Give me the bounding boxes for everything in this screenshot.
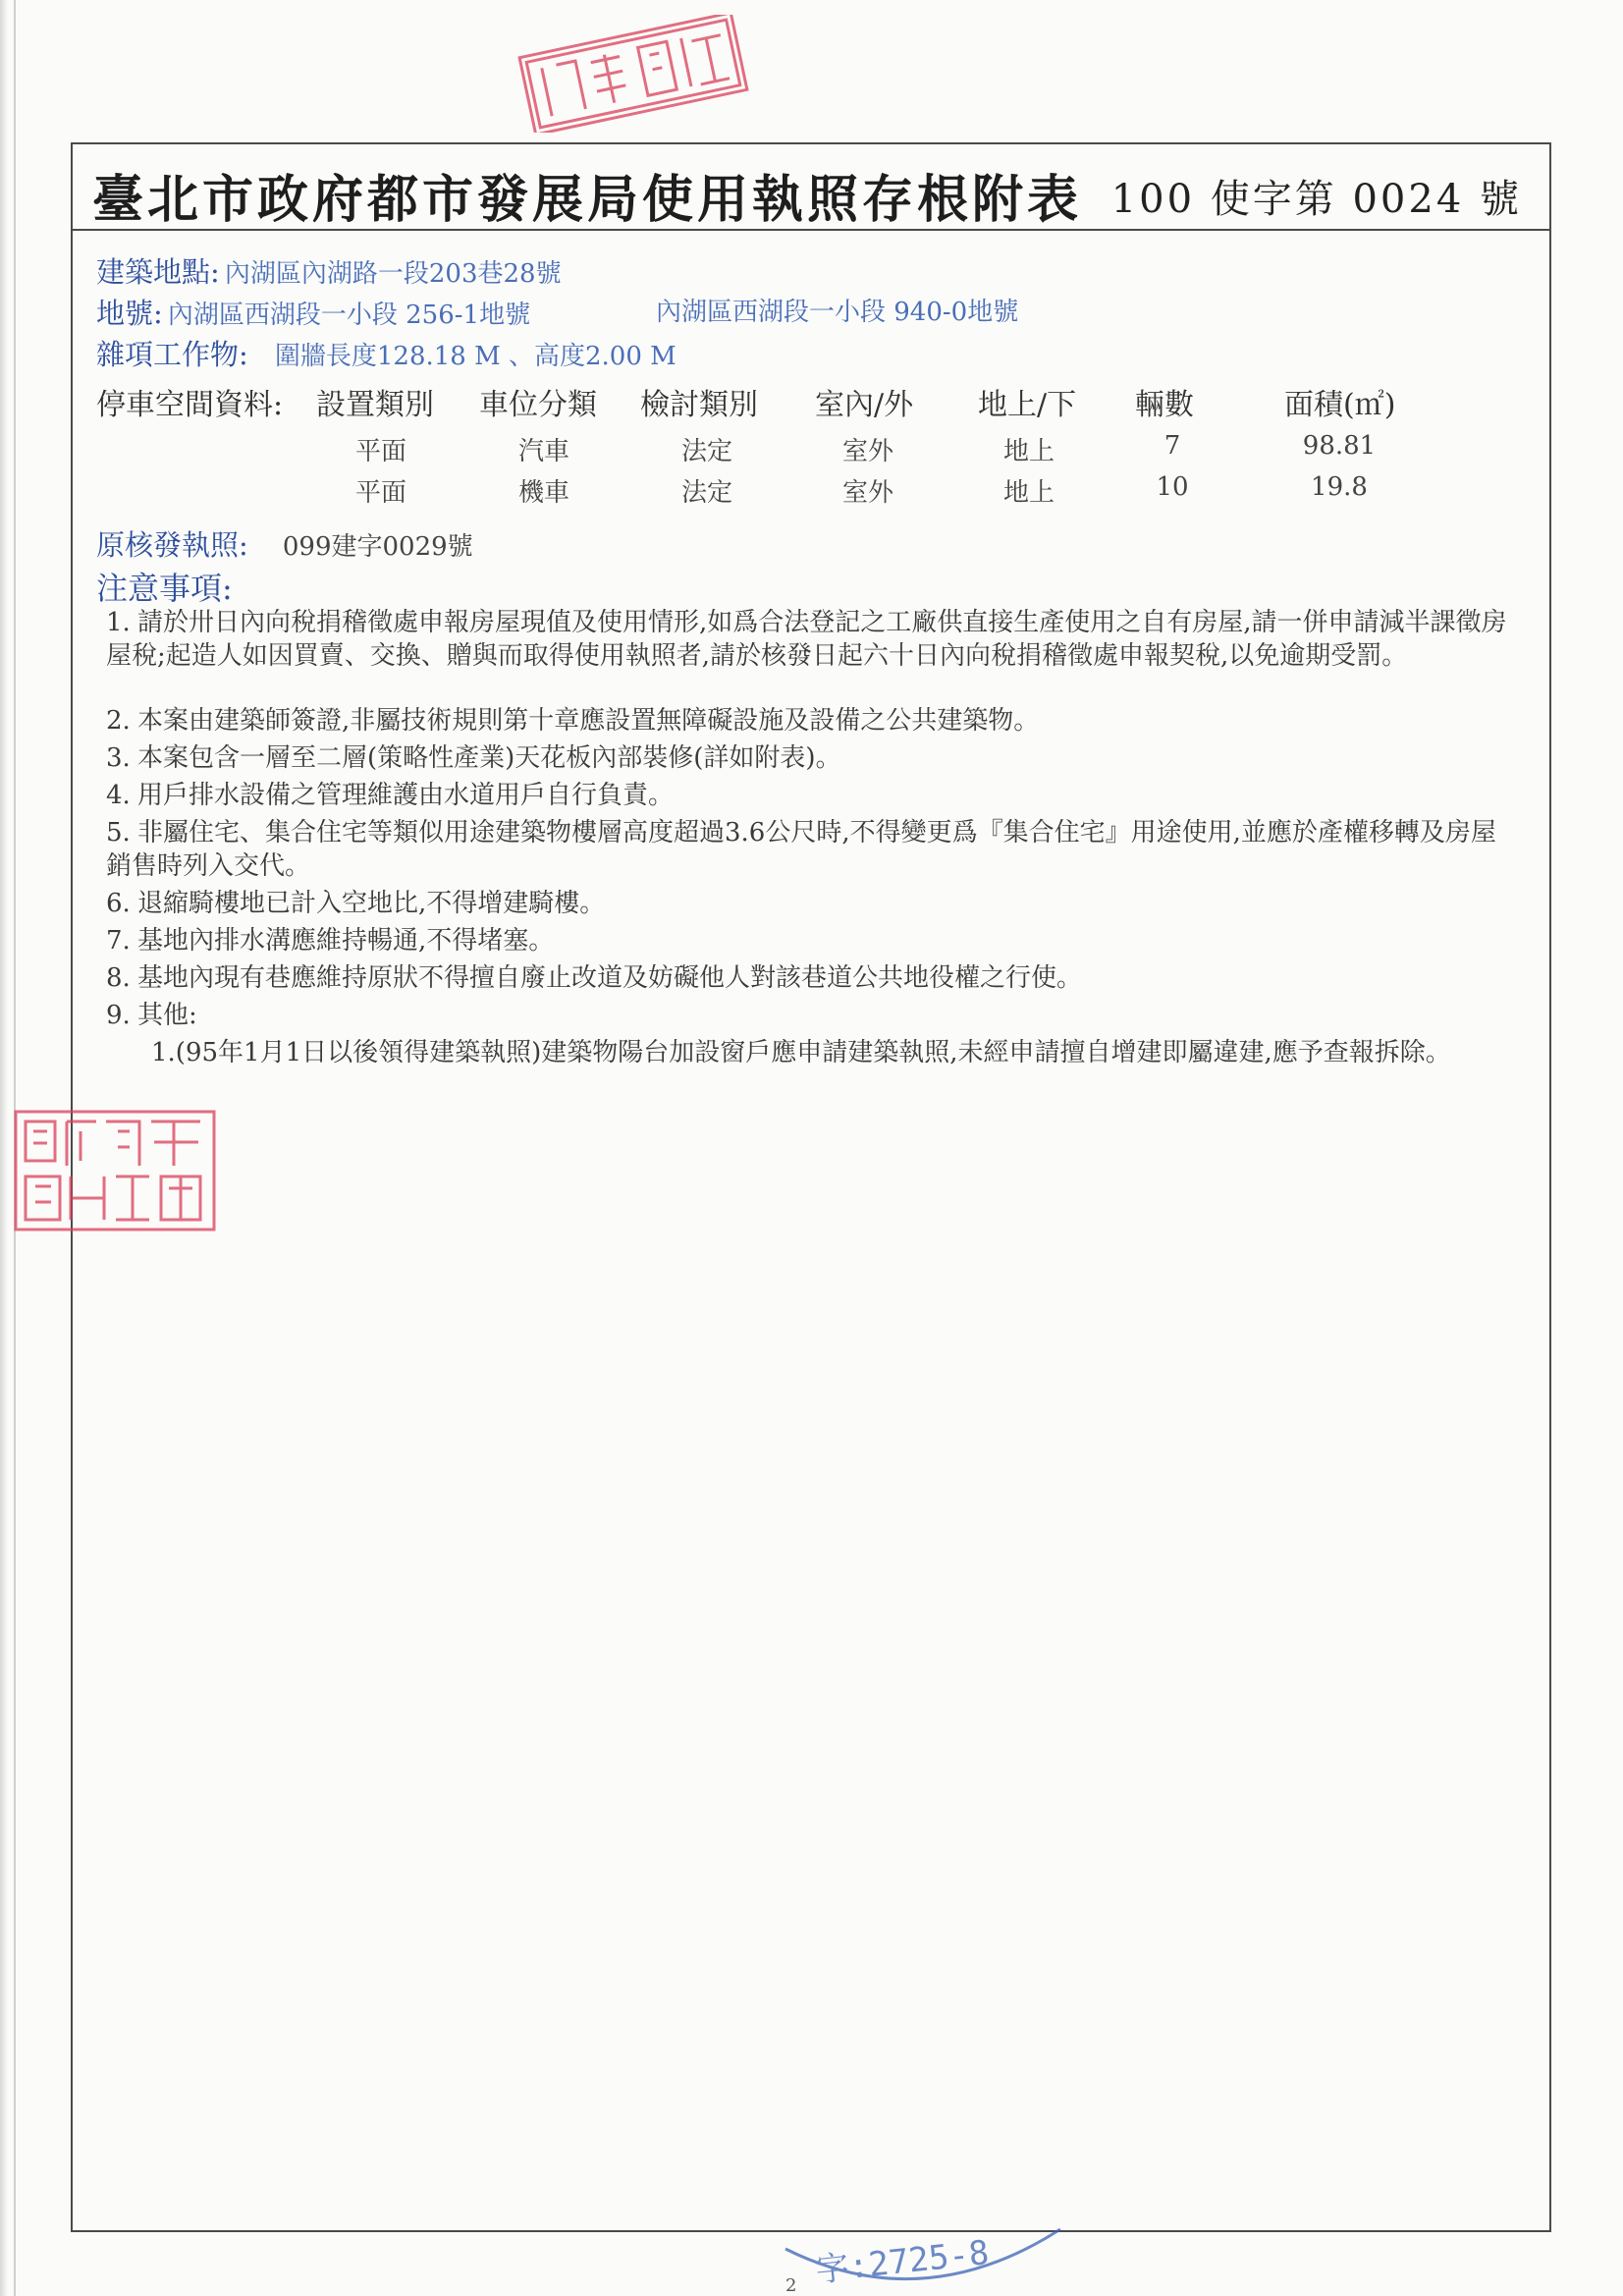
lot-row bbox=[96, 292, 1019, 332]
note-number: 1. bbox=[106, 608, 131, 637]
note-number: 2. bbox=[106, 706, 131, 736]
lot-value-2: 內湖區西湖段一小段 940-0地號 bbox=[656, 298, 1019, 327]
note-number: 7. bbox=[106, 926, 131, 956]
parking-cell: 19.8 bbox=[1311, 472, 1368, 502]
misc-label: 雜項工作物: bbox=[96, 338, 248, 371]
bottom-number-stamp bbox=[776, 2210, 1070, 2296]
parking-header-indoor: 室內/外 bbox=[815, 388, 914, 422]
parking-cell: 法定 bbox=[680, 437, 732, 466]
parking-cell: 10 bbox=[1156, 472, 1189, 502]
parking-cell: 7 bbox=[1163, 431, 1181, 461]
parking-header-area: 面積(㎡) bbox=[1284, 388, 1396, 422]
title-bar bbox=[73, 144, 1549, 231]
note-item bbox=[106, 999, 1520, 1032]
permit-number: 100 使字第 0024 號 bbox=[1110, 177, 1522, 222]
note-item bbox=[106, 961, 1520, 995]
note-item bbox=[106, 704, 1520, 738]
original-permit-row bbox=[96, 523, 473, 564]
note-item bbox=[106, 887, 1520, 920]
lot-label: 地號: bbox=[96, 297, 163, 330]
left-seal-stamp bbox=[12, 1108, 218, 1233]
notes-title: 注意事項: bbox=[96, 570, 233, 607]
parking-header-level: 地上/下 bbox=[978, 388, 1077, 422]
note-number: 4. bbox=[106, 781, 131, 810]
address-value: 內湖區內湖路一段203巷28號 bbox=[224, 259, 562, 289]
top-seal-stamp bbox=[496, 15, 771, 133]
note-text: 其他: bbox=[137, 1001, 197, 1030]
document-title: 臺北市政府都市發展局使用執照存根附表 bbox=[92, 171, 1083, 230]
note-item bbox=[106, 816, 1520, 883]
page-number: 2 bbox=[785, 2275, 797, 2296]
parking-cell: 平面 bbox=[354, 437, 406, 466]
misc-value: 圍牆長度128.18 M 、高度2.00 M bbox=[274, 342, 676, 371]
note-text: 退縮騎樓地已計入空地比,不得增建騎樓。 bbox=[137, 889, 606, 918]
note-item bbox=[106, 924, 1520, 957]
parking-cell: 法定 bbox=[680, 478, 732, 508]
parking-cell: 地上 bbox=[1002, 478, 1055, 508]
note-text: 基地內排水溝應維持暢通,不得堵塞。 bbox=[137, 926, 555, 956]
parking-cell: 室外 bbox=[841, 478, 893, 508]
stamp-text: 字:2725-8 bbox=[813, 2233, 992, 2291]
note-text: 本案包含一層至二層(策略性產業)天花板內部裝修(詳如附表)。 bbox=[137, 743, 841, 773]
scan-edge bbox=[0, 0, 8, 2296]
note-text: 基地內現有巷應維持原狀不得擅自廢止改道及妨礙他人對該巷道公共地役權之行使。 bbox=[137, 963, 1083, 993]
note-text: 非屬住宅、集合住宅等類似用途建築物樓層高度超過3.6公尺時,不得變更爲『集合住宅』用途使用,並應於產權移轉及房屋銷售時列入交代。 bbox=[106, 818, 1496, 881]
document-frame bbox=[71, 142, 1551, 2232]
note-text: 本案由建築師簽證,非屬技術規則第十章應設置無障礙設施及設備之公共建築物。 bbox=[137, 706, 1040, 736]
parking-cell: 98.81 bbox=[1302, 431, 1377, 461]
note-number: 9. bbox=[106, 1001, 131, 1030]
parking-cell: 機車 bbox=[517, 478, 569, 508]
parking-cell: 室外 bbox=[841, 437, 893, 466]
parking-header-type: 設置類別 bbox=[316, 388, 434, 422]
note-text: 請於卅日內向稅捐稽徵處申報房屋現值及使用情形,如爲合法登記之工廠供直接生產使用之自有房屋,請一併申請減半課徵房屋稅;起造人如因買賣、交換、贈與而取得使用執照者,請於核發日起六十日內向稅捐稽徵處申報契稅,以免逾期受罰。 bbox=[106, 608, 1507, 671]
lot-value-1: 內湖區西湖段一小段 256-1地號 bbox=[167, 301, 531, 330]
note-number: 3. bbox=[106, 743, 131, 773]
parking-header-count: 輛數 bbox=[1135, 388, 1194, 422]
original-permit-label: 原核發執照: bbox=[96, 528, 248, 562]
note-text: 用戶排水設備之管理維護由水道用戶自行負責。 bbox=[137, 781, 675, 810]
note-item bbox=[106, 779, 1520, 812]
note-item bbox=[106, 606, 1520, 673]
note-item bbox=[106, 741, 1520, 775]
note-sub-item: 1.(95年1月1日以後領得建築執照)建築物陽台加設窗戶應申請建築執照,未經申請擅自增建即屬違建,應予查報拆除。 bbox=[151, 1038, 1451, 1067]
parking-cell: 汽車 bbox=[517, 437, 569, 466]
parking-label-row bbox=[96, 380, 283, 423]
note-number: 5. bbox=[106, 818, 131, 847]
parking-label: 停車空間資料: bbox=[96, 388, 284, 422]
parking-header-class: 車位分類 bbox=[479, 388, 597, 422]
parking-cell: 地上 bbox=[1002, 437, 1055, 466]
note-number: 8. bbox=[106, 963, 131, 993]
original-permit-value: 099建字0029號 bbox=[282, 532, 473, 562]
address-label: 建築地點: bbox=[96, 255, 220, 289]
parking-cell: 平面 bbox=[354, 478, 406, 508]
address-row bbox=[96, 250, 562, 291]
parking-header-review: 檢討類別 bbox=[640, 388, 758, 422]
misc-row bbox=[96, 333, 676, 373]
note-number: 6. bbox=[106, 889, 131, 918]
